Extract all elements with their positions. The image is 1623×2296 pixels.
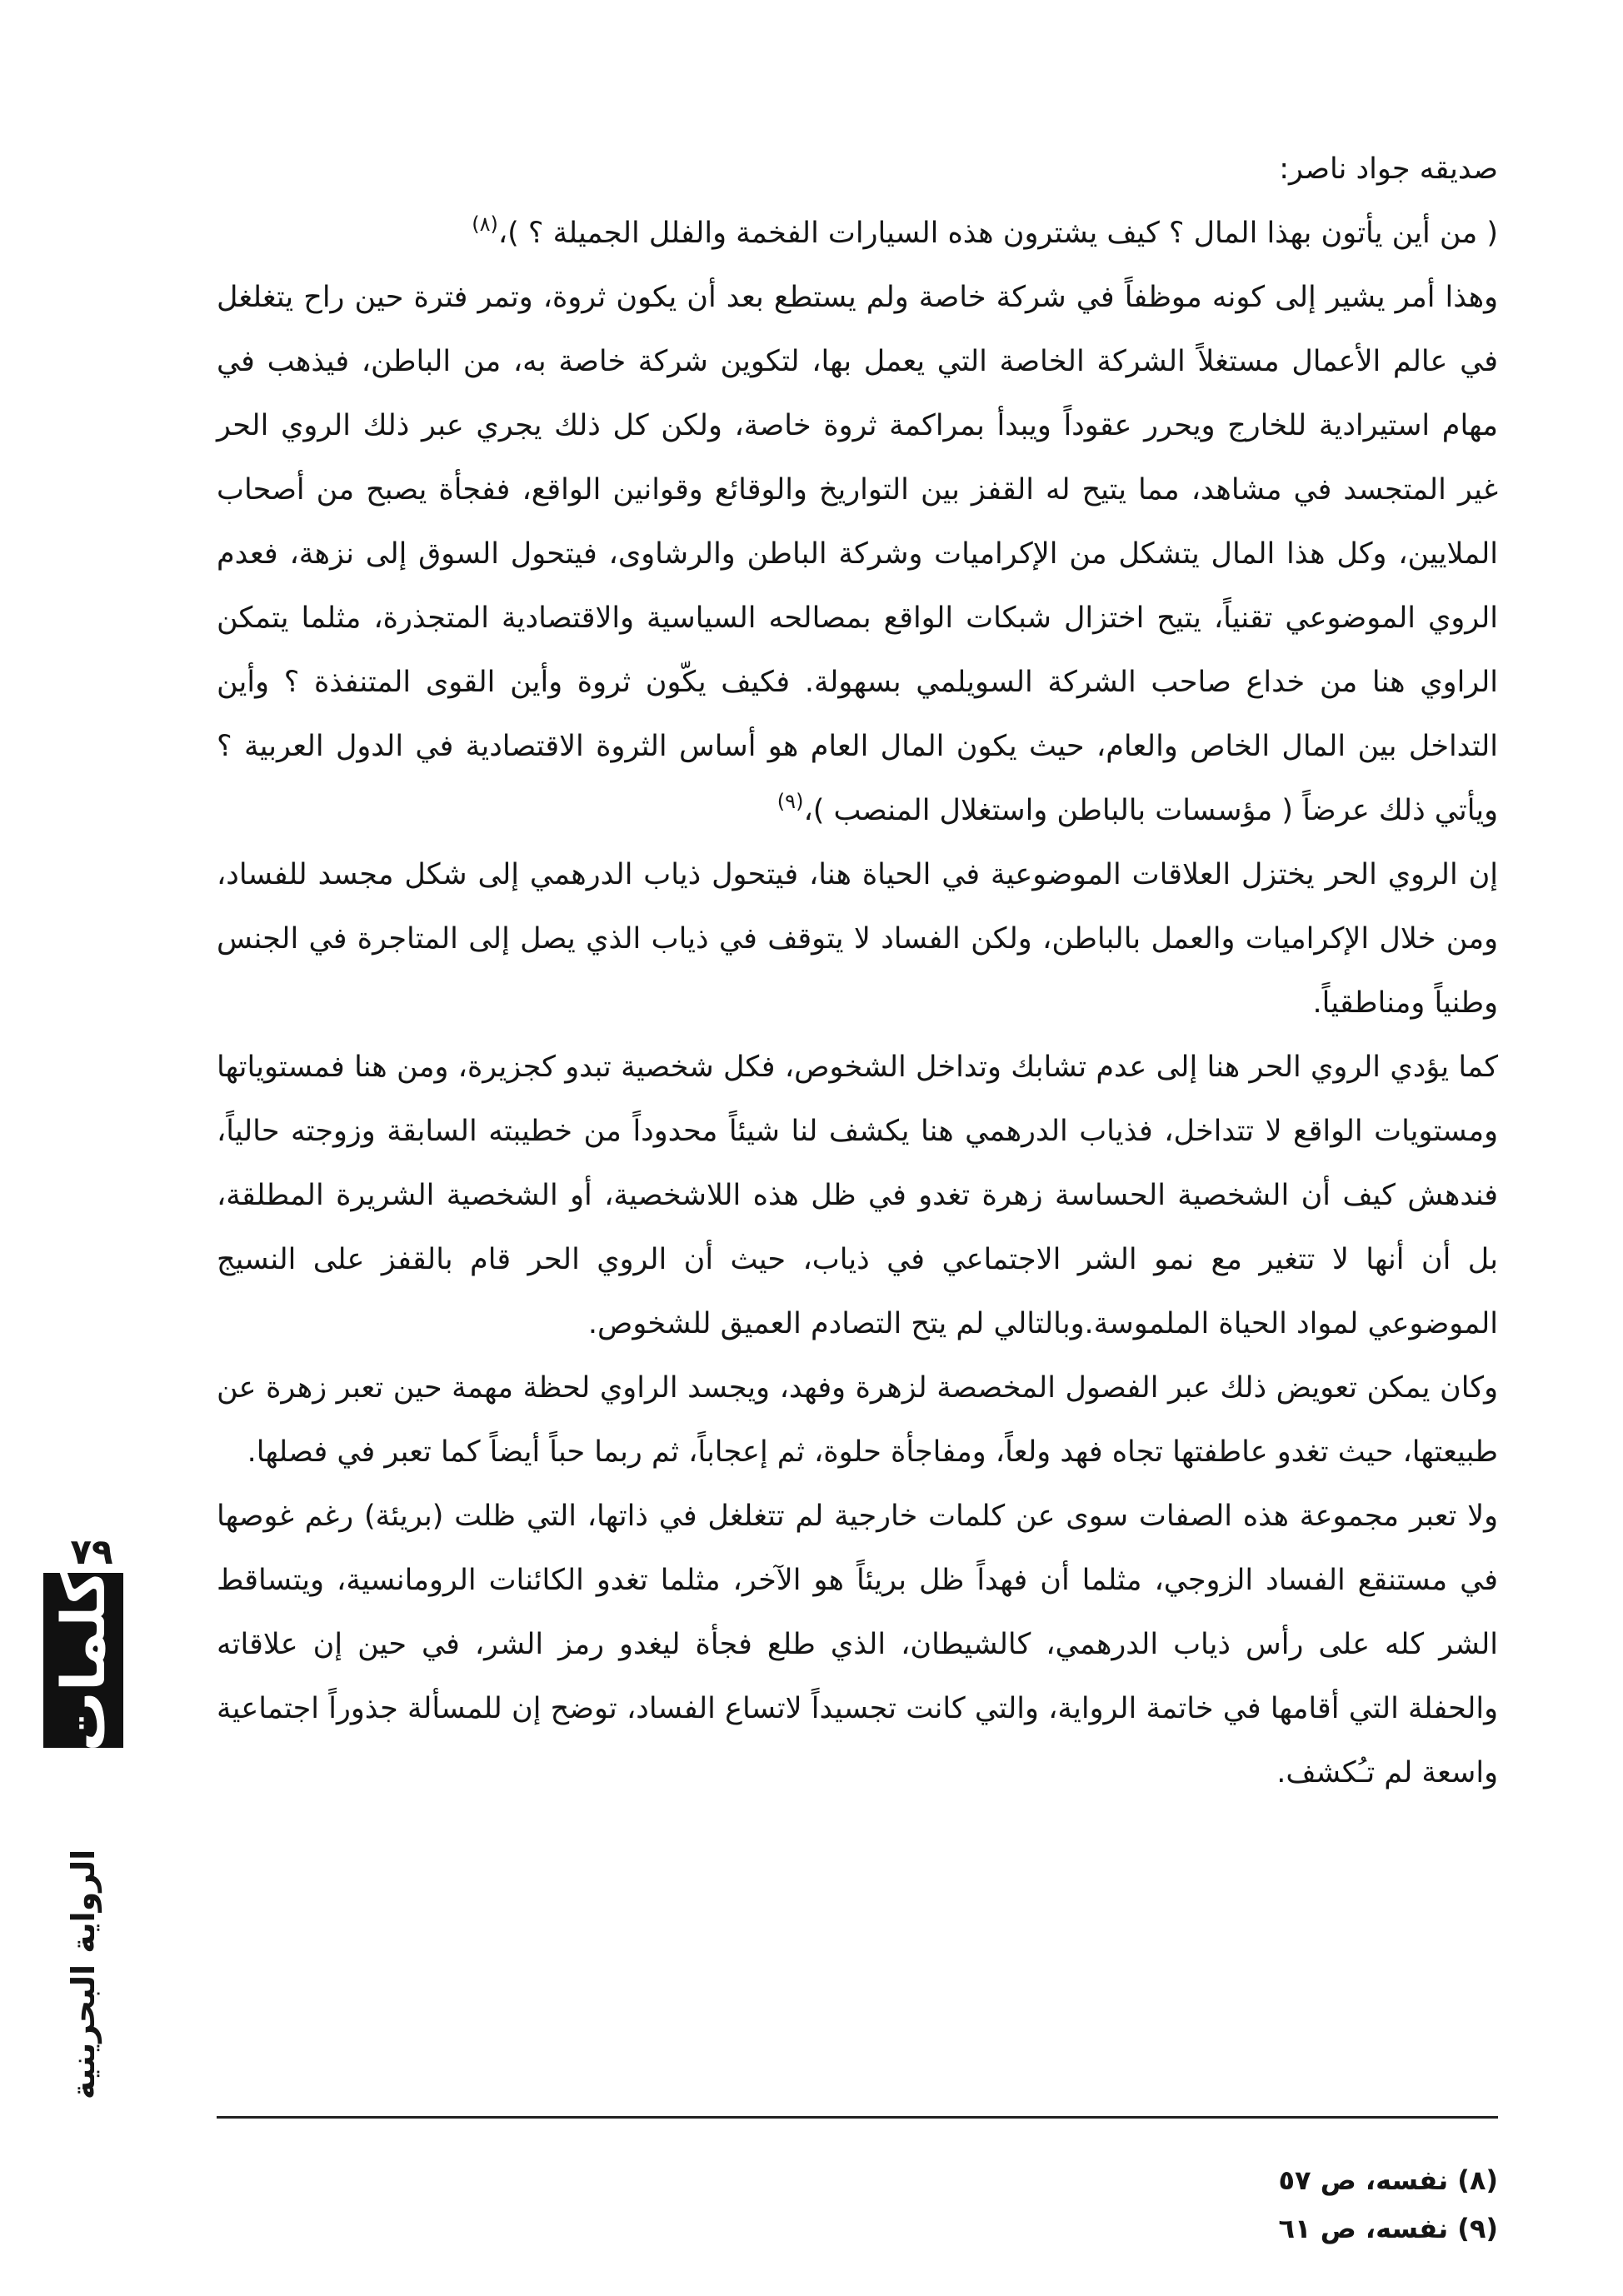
paragraph-2: [217, 202, 1498, 266]
footnote-9: (٩) نفسه، ص ٦١: [1278, 2213, 1498, 2244]
paragraph-6: وكان يمكن تعويض ذلك عبر الفصول المخصصة لزهرة وفهد، ويجسد الراوي لحظة مهمة حين تعبر زهرة عن طبيعتها، حيث تغدو عاطفتها تجاه فهد ولعاً، ومفاجأة حلوة، ثم إعجاباً، ثم ربما حباً أيضاً كما تعبر في فصلها.: [217, 1371, 1498, 1469]
footnote-divider: [217, 2116, 1498, 2119]
footnote-ref-9: (٩): [777, 790, 804, 813]
footnote-8: (٨) نفسه، ص ٥٧: [1278, 2164, 1498, 2196]
paragraph-3: [217, 266, 1498, 843]
body-text: [217, 137, 1498, 1805]
brand-logo: كلمات: [48, 1569, 118, 1752]
paragraph-4: إن الروي الحر يختزل العلاقات الموضوعية في الحياة هنا، فيتحول ذياب الدرهمي إلى شكل مجسد للفساد، ومن خلال الإكراميات والعمل بالباطن، ولكن الفساد لا يتوقف في ذياب الذي يصل إلى المتاجرة في الجنس وطنياً ومناطقياً.: [217, 858, 1498, 1020]
paragraph-1: صديقه جواد ناصر:: [1279, 152, 1498, 186]
footnotes: [1279, 2156, 1498, 2253]
paragraph-3-text: وهذا أمر يشير إلى كونه موظفاً في شركة خاصة ولم يستطع بعد أن يكون ثروة، وتمر فترة حين راح يتغلغل في عالم الأعمال مستغلاً الشركة الخاصة التي يعمل بها، لتكوين شركة خاصة به، من الباطن، فيذهب في مهام استيرادية للخارج ويحرر عقوداً ويبدأ بمراكمة ثروة خاصة، ولكن كل ذلك يجري عبر ذلك الروي الحر غير المتجسد في مشاهد، مما يتيح له القفز بين التواريخ والوقائع وقوانين الواقع، ففجأة يصبح من أصحاب الملايين، وكل هذا المال يتشكل من الإكراميات وشركة الباطن والرشاوى، فيتحول السوق إلى نزهة، فعدم الروي الموضوعي تقنياً، يتيح اختزال شبكات الواقع بمصالحه السياسية والاقتصادية المتجذرة، مثلما يتمكن الراوي هنا من خداع صاحب الشركة السويلمي بسهولة. فكيف يكّون ثروة وأين القوى المتنفذة ؟ وأين التداخل بين المال الخاص والعام، حيث يكون المال العام هو أساس الثروة الاقتصادية في الدول العربية ؟ ويأتي ذلك عرضاً ( مؤسسات بالباطن واستغلال المنصب )،: [217, 281, 1498, 827]
paragraph-5: كما يؤدي الروي الحر هنا إلى عدم تشابك وتداخل الشخوص، فكل شخصية تبدو كجزيرة، ومن هنا فمستوياتها ومستويات الواقع لا تتداخل، فذياب الدرهمي هنا يكشف لنا شيئاً محدوداً من خطيبته السابقة وزوجته حالياً، فندهش كيف أن الشخصية الحساسة زهرة تغدو في ظل هذه اللاشخصية، أو الشخصية الشريرة المطلقة، بل أن أنها لا تتغير مع نمو الشر الاجتماعي في ذياب، حيث أن الروي الحر قام بالقفز على النسيج الموضوعي لمواد الحياة الملموسة.وبالتالي لم يتح التصادم العميق للشخوص.: [217, 1051, 1498, 1340]
footnote-ref-8: (٨): [472, 212, 498, 236]
page-number: ٧٩: [70, 1531, 113, 1572]
paragraph-7: ولا تعبر مجموعة هذه الصفات سوى عن كلمات خارجية لم تتغلغل في ذاتها، التي ظلت (بريئة) رغم غوصها في مستنقع الفساد الزوجي، مثلما أن فهداً ظل بريئاً هو الآخر، مثلما تغدو الكائنات الرومانسية، ويتساقط الشر كله على رأس ذياب الدرهمي، كالشيطان، الذي طلع فجأة ليغدو رمز الشر، في حين إن علاقاته والحفلة التي أقامها في خاتمة الرواية، والتي كانت تجسيداً لاتساع الفساد، توضح إن للمسألة جذوراً اجتماعية واسعة لم تـُكشف.: [217, 1500, 1498, 1789]
brand-logo-block: [43, 1569, 123, 1752]
quote-text: ( من أين يأتون بهذا المال ؟ كيف يشترون هذه السيارات الفخمة والفلل الجميلة ؟ )،: [497, 217, 1498, 250]
section-title: الرواية البحرينية: [65, 1849, 102, 2100]
